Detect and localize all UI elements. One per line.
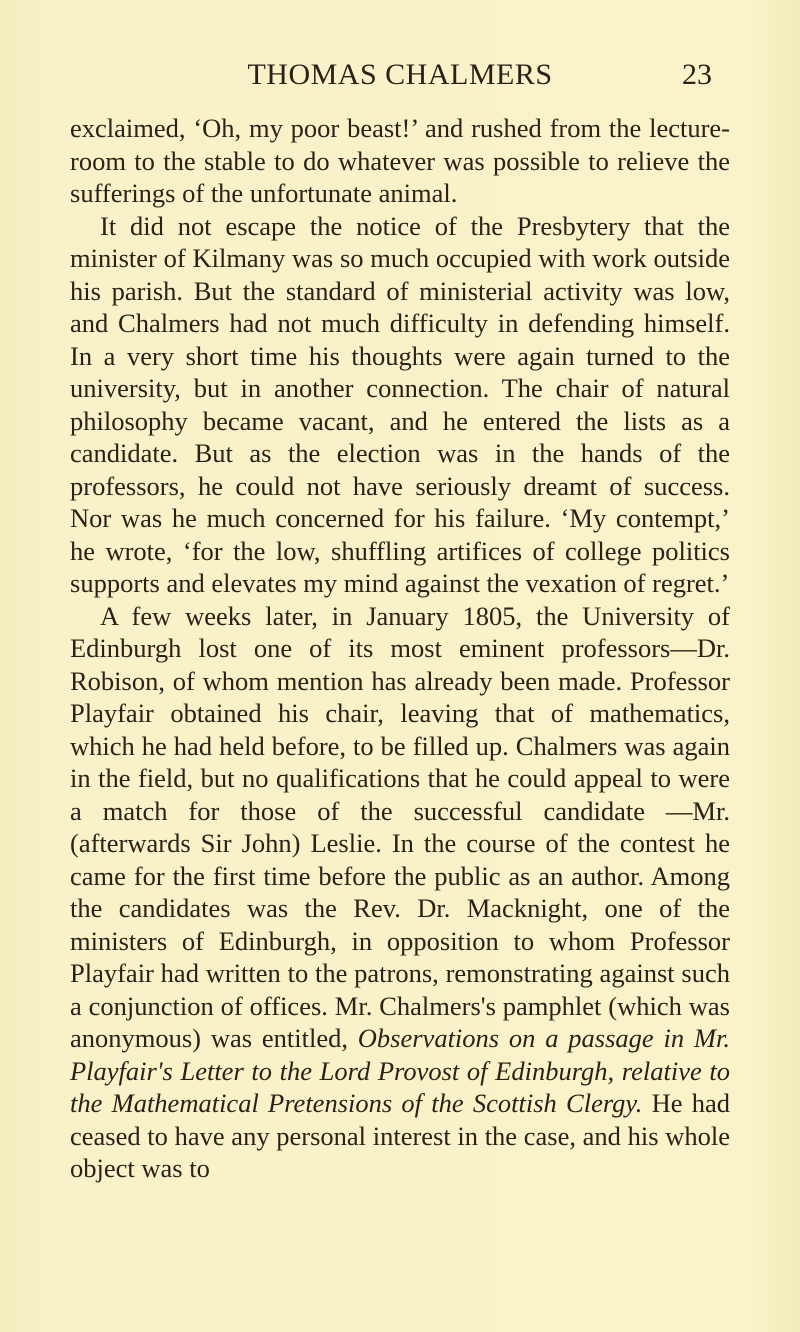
pamphlet-title: Observations on a passage in Mr. Playfair's Letter to the Lord Provost of Edinburgh, relative to the Mathematical Pretensions of the Scottish Clergy. [70, 1023, 731, 1118]
body-text [70, 112, 730, 1185]
paragraph: It did not escape the notice of the Presbytery that the minister of Kilmany was so much occupied with work outside his parish. But the standard of ministerial activity was low, and Chalmers had not much difficulty in defending himself. In a very short time his thoughts were again turned to the university, but in another connection. The chair of natural philosophy became vacant, and he entered the lists as a candidate. But as the election was in the hands of the professors, he could not have seriously dreamt of success. Nor was he much concerned for his failure. ‘My contempt,’ he wrote, ‘for the low, shuffling artifices of college politics supports and elevates my mind against the vexation of regret.’ [70, 210, 730, 598]
page-number: 23 [682, 58, 712, 91]
paragraph-continued: exclaimed, ‘Oh, my poor beast!’ and rushed from the lecture-room to the stable to do whatever was possible to relieve the sufferings of the unfortunate animal. [70, 113, 730, 208]
running-title: THOMAS CHALMERS [247, 58, 553, 91]
paragraph [70, 600, 730, 1185]
running-header [0, 58, 800, 98]
paragraph-text: A few weeks later, in January 1805, the University of Edinburgh lost one of its most eminent professors—Dr. Robison, of whom mention has already been made. Professor Playfair obtained his chair, leaving that of mathematics, which he had held before, to be filled up. Chalmers was again in the field, but no qualifications that he could appeal to were a match for those of the successful candidate —Mr. (afterwards Sir John) Leslie. In the course of the contest he came for the first time before the public as an author. Among the candidates was the Rev. Dr. Macknight, one of the ministers of Edinburgh, in opposition to whom Professor Playfair had written to the patrons, remonstrating against such a conjunction of offices. Mr. Chalmers's pamphlet (which was anonymous) was entitled, [70, 600, 730, 1053]
paragraph-text: He had ceased to have any personal interest in the case, and his whole object was to [70, 1088, 731, 1183]
